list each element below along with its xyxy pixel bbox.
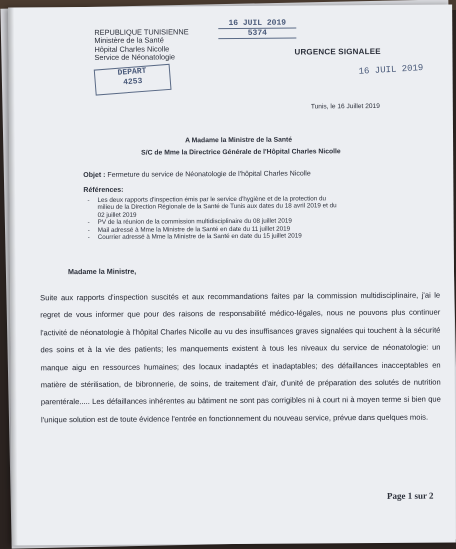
sender-line: Ministère de la Santé (94, 35, 164, 46)
recipient-line-1: A Madame la Ministre de la Santé (185, 136, 293, 145)
sender-line: Service de Néonatologie (94, 52, 176, 63)
references-list (87, 195, 336, 241)
sender-block (94, 28, 189, 62)
reference-item-continued: milieu de la Direction Régionale de la Santé de Tunis aux dates du 18 avril 2019 et du (97, 202, 337, 212)
registry-stamp (218, 19, 296, 50)
reference-item: - PV de la réunion de la commission multidisciplinaire du 08 juillet 2019 (88, 217, 337, 226)
registry-stamp-number: 5374 (218, 29, 296, 40)
urgence-label: URGENCE SIGNALEE (294, 46, 381, 57)
depart-stamp-label: DEPART (117, 66, 147, 78)
letter-page (8, 4, 456, 545)
reference-item: - Courrier adressé à Mme la Ministre de la Santé en date du 15 juillet 2019 (88, 232, 337, 241)
depart-stamp (94, 64, 172, 96)
date-line: Tunis, le 16 Juillet 2019 (310, 102, 380, 111)
salutation: Madame la Ministre, (67, 266, 137, 277)
reference-item: - Les deux rapports d'inspection émis par le service d'hygiène et de la protection du (87, 195, 336, 204)
letter-body: Suite aux rapports d'inspection suscités et aux recommandations faites par la commission multidisciplinaire, j'ai le regret de vous informer que pour des raisons de responsabilité médico-légales, nous ne pouvons plus continuer l'activité de néonatologie à l'hôpital Charles Nicolle au vu des insuffisances graves signalées qui touchent à la sécurité des soins et à la vie des patients; les manquements existent à tous les niveaux du service de néonatologie: un manque aigu en ressources humaines; des locaux inadaptés et inadaptables; des défaillances inacceptables en matière de stérilisation, de bibronnerie, de soins, de traitement d'air, d'unité de préparation des solutés de nutrition parentérale..... Les défaillances inhérentes au bâtiment ne sont pas corrigibles ni à court ni à moyen terme si bien que l'unique solution est de toute évidence l'entrée en fonctionnement du nouveau service, prévue dans quelques mois. (40, 290, 441, 425)
objet-text: Fermeture du service de Néonatologie de l'hôpital Charles Nicolle (107, 170, 311, 179)
recipient-line-2: S/C de Mme la Directrice Générale de l'Hôpital Charles Nicolle (141, 148, 341, 157)
objet-line (83, 170, 310, 179)
page-number: Page 1 sur 2 (386, 490, 434, 501)
reference-item-continued: 02 juillet 2019 (97, 211, 137, 219)
sender-line: REPUBLIQUE TUNISIENNE (94, 27, 189, 37)
reference-item: - Mail adressé à Mme la Ministre de la Santé en date du 11 juillet 2019 (88, 225, 337, 234)
depart-stamp-number: 4253 (122, 76, 143, 88)
received-stamp: 16 JUIL 2019 (358, 62, 424, 77)
references-title: Références: (83, 186, 124, 195)
registry-stamp-date: 16 JUIL 2019 (218, 19, 296, 30)
objet-label: Objet : (83, 171, 106, 180)
sender-line: Hôpital Charles Nicolle (94, 44, 170, 54)
